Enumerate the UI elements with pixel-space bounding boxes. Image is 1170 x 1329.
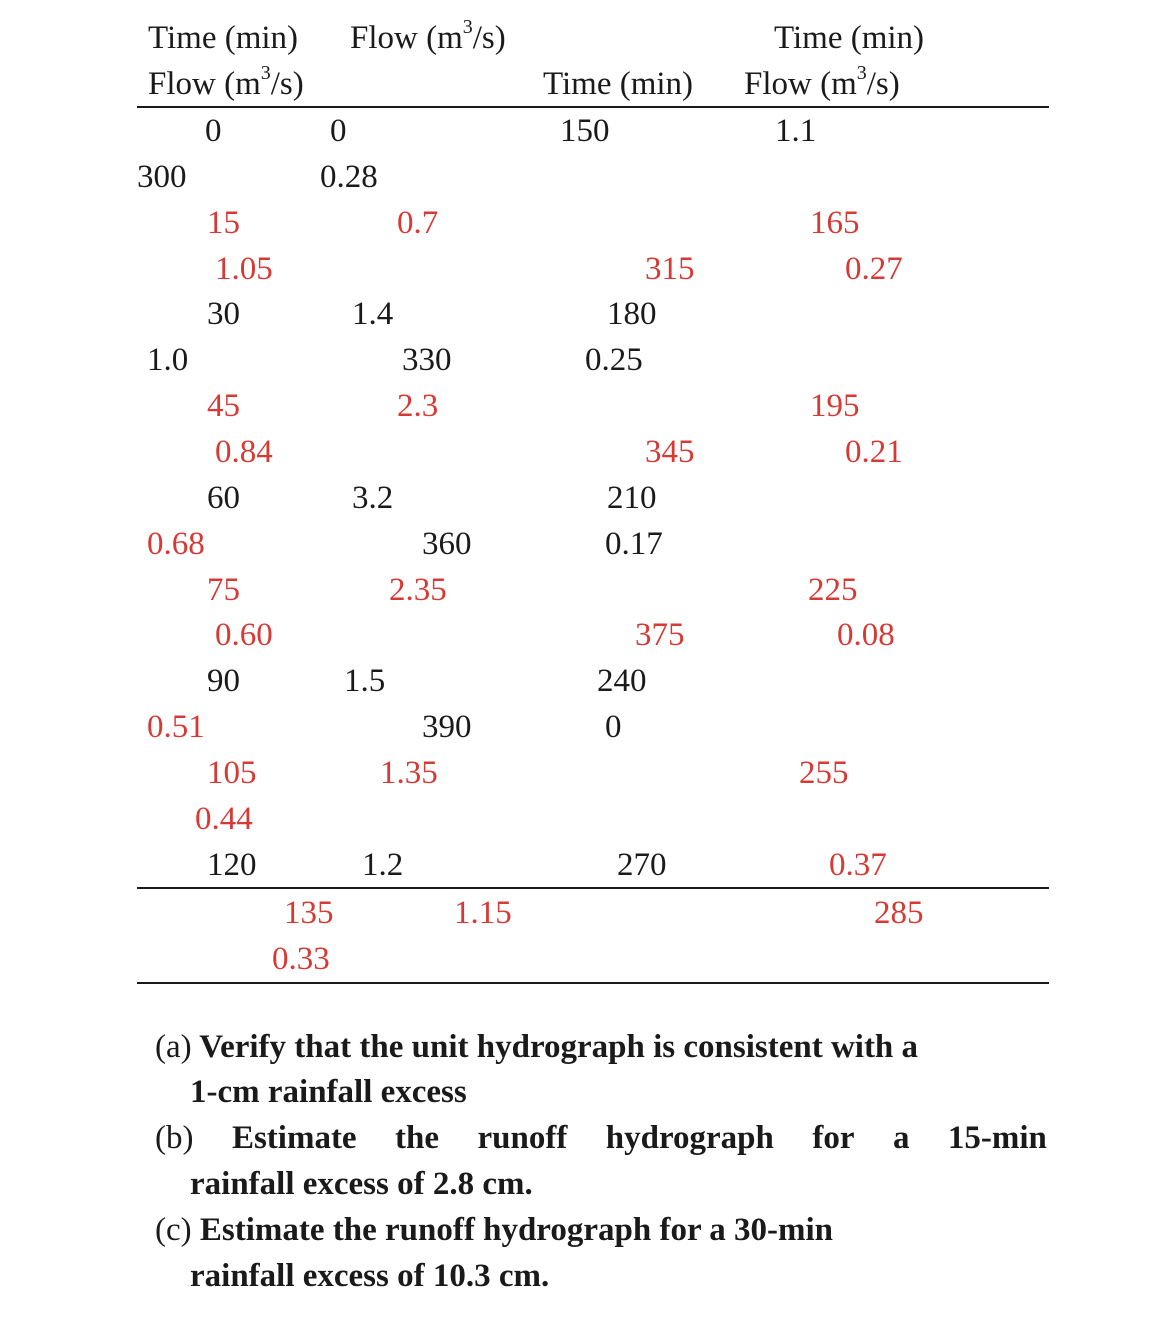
question-c-line2: rainfall excess of 10.3 cm.: [190, 1258, 550, 1294]
table-cell: 270: [617, 847, 667, 883]
table-cell: 135: [284, 895, 334, 931]
table-cell: 1.2: [362, 847, 404, 883]
table-cell: 0.37: [829, 847, 887, 883]
table-cell: 105: [207, 755, 257, 791]
table-cell: 360: [422, 526, 472, 562]
table-cell: 210: [607, 480, 657, 516]
table-cell: 0: [605, 709, 622, 745]
table-cell: 165: [810, 205, 860, 241]
table-cell: 0.25: [585, 342, 643, 378]
table-cell: 60: [207, 480, 240, 516]
table-cell: 2.3: [397, 388, 439, 424]
header-flow-2: Flow $(m^3/s)$: [148, 62, 304, 102]
table-cell: 330: [402, 342, 452, 378]
table-cell: 0.21: [845, 434, 903, 470]
table-cell: 75: [207, 572, 240, 608]
table-cell: 225: [808, 572, 858, 608]
table-cell: 0.27: [845, 251, 903, 287]
table-cell: 1.4: [352, 296, 394, 332]
table-cell: 255: [799, 755, 849, 791]
table-cell: 30: [207, 296, 240, 332]
question-b-line1: (b) Estimate the runoff hydrograph for a 15-min: [155, 1120, 1047, 1156]
table-cell: 375: [635, 617, 685, 653]
header-flow-3: Flow $(m^3/s)$: [744, 62, 900, 102]
table-cell: 3.2: [352, 480, 394, 516]
table-cell: 240: [597, 663, 647, 699]
header-time-3: Time (min): [774, 20, 925, 56]
middle-rule: [137, 887, 1049, 889]
table-cell: 0.7: [397, 205, 439, 241]
table-cell: 0.44: [195, 801, 253, 837]
table-cell: 1.1: [775, 113, 817, 149]
table-cell: 150: [560, 113, 610, 149]
table-cell: 0: [205, 113, 222, 149]
table-cell: 315: [645, 251, 695, 287]
table-cell: 1.15: [454, 895, 512, 931]
table-cell: 0.51: [147, 709, 205, 745]
table-cell: 1.05: [215, 251, 273, 287]
table-cell: 15: [207, 205, 240, 241]
table-cell: 0.28: [320, 159, 378, 195]
table-cell: 120: [207, 847, 257, 883]
question-a-line1: (a) Verify that the unit hydrograph is consistent with a: [155, 1029, 919, 1065]
header-time-1: Time (min): [148, 20, 299, 56]
table-cell: 180: [607, 296, 657, 332]
header-time-2: Time (min): [543, 66, 694, 102]
table-cell: 345: [645, 434, 695, 470]
table-cell: 0.60: [215, 617, 273, 653]
table-cell: 1.35: [380, 755, 438, 791]
table-cell: 0.84: [215, 434, 273, 470]
table-cell: 1.5: [344, 663, 386, 699]
table-cell: 285: [874, 895, 924, 931]
table-cell: 0: [330, 113, 347, 149]
table-cell: 0.17: [605, 526, 663, 562]
table-cell: 300: [137, 159, 187, 195]
question-a-line2: 1-cm rainfall excess: [190, 1074, 467, 1110]
table-cell: 0.68: [147, 526, 205, 562]
table-cell: 0.08: [837, 617, 895, 653]
table-cell: 1.0: [147, 342, 189, 378]
table-cell: 390: [422, 709, 472, 745]
header-rule: [137, 106, 1049, 108]
table-cell: 2.35: [389, 572, 447, 608]
table-cell: 90: [207, 663, 240, 699]
header-flow-1: Flow $(m^3/s)$: [350, 16, 506, 56]
question-b-line2: rainfall excess of 2.8 cm.: [190, 1166, 533, 1202]
table-cell: 45: [207, 388, 240, 424]
question-c-line1: (c) Estimate the runoff hydrograph for a 30-min: [155, 1212, 833, 1248]
table-cell: 195: [810, 388, 860, 424]
bottom-rule: [137, 982, 1049, 984]
table-cell: 0.33: [272, 941, 330, 977]
